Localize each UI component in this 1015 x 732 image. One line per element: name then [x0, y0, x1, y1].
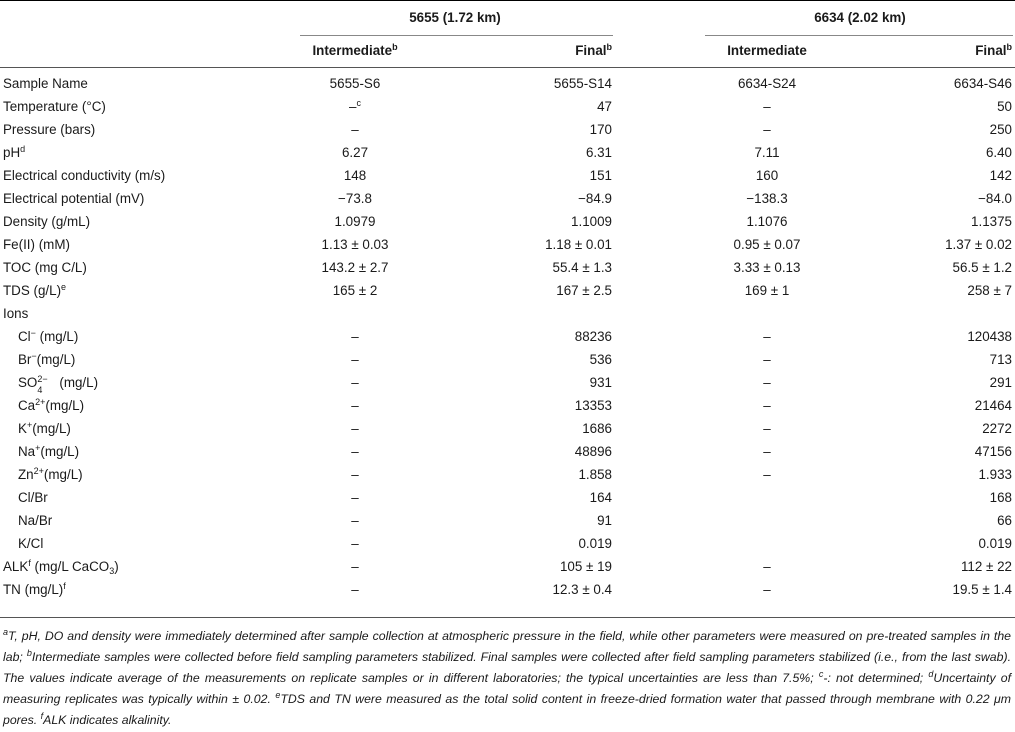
footnote-a: T, pH, DO and density were immediately determined after sample collection at atmospheric pressure in the field, while other parameters were measured on pre-treated samples in the lab; — [3, 629, 1011, 664]
row-label: Pressure (bars) — [3, 122, 96, 137]
table-cell: – — [763, 444, 771, 459]
footnote-f: ALK indicates alkalinity. — [43, 713, 172, 727]
row-label: Ions — [3, 306, 29, 321]
table-cell: – — [351, 329, 359, 344]
table-cell: 1.1009 — [571, 214, 612, 229]
table-cell: 1.1375 — [971, 214, 1012, 229]
table-cell: 160 — [755, 168, 779, 183]
table-cell: 713 — [989, 352, 1012, 367]
table-cell: – — [351, 421, 359, 436]
table-cell: – — [351, 352, 359, 367]
table-cell: 148 — [343, 168, 367, 183]
table-cell: 21464 — [974, 398, 1012, 413]
table-cell: – — [763, 582, 771, 597]
row-label: SO 2− 4 (mg/L) — [18, 374, 99, 395]
table-cell: 165 ± 2 — [332, 283, 378, 298]
table-cell: 112 ± 22 — [960, 559, 1012, 574]
table-cell: 56.5 ± 1.2 — [952, 260, 1012, 275]
table-cell: – — [351, 398, 359, 413]
row-label: TOC (mg C/L) — [3, 260, 87, 275]
table-footnotes: $^a$T, pH, DO and density were immediately determined after sample collection at atmospheric pressure in the field, while other parameters were measured on pre-treated samples in the lab; $^b$Intermediate samples were collected before field sampling parameters stabilized. Final samples were collected after field sampling parameters stabilized (i.e., from the last swab). The values indicate average of the measurements on replicate samples or in different laboratories; the typical uncertainties are less than 7.5%; $^c$-: not determined; $^d$Uncertainty of measuring replicates was typically within ± 0.02. $^e$TDS and TN were measured as the total solid content in freeze-dried formation water that passed through membrane with 0.22 μm pores. $^f$ALK indicates alkalinity. — [3, 627, 1012, 727]
row-label: Cl/Br — [18, 490, 48, 505]
table-bottom-rule — [0, 617, 1015, 618]
table-cell: 2272 — [982, 421, 1012, 436]
table-cell: 143.2 ± 2.7 — [321, 260, 389, 275]
row-label: K+(mg/L) — [18, 420, 71, 436]
table-cell: – — [763, 559, 771, 574]
row-label: Fe(II) (mM) — [3, 237, 70, 252]
row-label: Na+(mg/L) — [18, 443, 80, 459]
row-label: Temperature (°C) — [3, 99, 106, 114]
footnote-c: -: not determined; — [823, 671, 924, 685]
footnote-e: TDS and TN were measured as the total solid content in freeze-dried formation water that passed through membrane with 0.22 μm pores. — [3, 692, 1012, 727]
table-cell: 1.37 ± 0.02 — [945, 237, 1012, 252]
table-cell: 1.13 ± 0.03 — [321, 237, 389, 252]
row-label: TN $(mg/L)^f$ — [3, 581, 66, 597]
table-cell: 105 ± 19 — [559, 559, 612, 574]
footnote-b: Intermediate samples were collected before field sampling parameters stabilized. Final samples were collected after field sampling parameters stabilized (i.e., from the last swab). The values indicate average of the measurements on replicate samples or in different laboratories; the typical uncertainties are less than 7.5%; — [3, 650, 1011, 685]
table-cell: 151 — [589, 168, 612, 183]
table-cell: 6.40 — [985, 145, 1012, 160]
table-top-rule — [0, 0, 1015, 1]
table-cell: 0.019 — [978, 536, 1012, 551]
table-cell: 91 — [597, 513, 612, 528]
table-cell: 1.18 ± 0.01 — [545, 237, 612, 252]
table-cell: 170 — [589, 122, 612, 137]
row-label: Br−(mg/L) — [18, 351, 76, 367]
table-cell: 931 — [589, 375, 612, 390]
table-cell: 0.019 — [578, 536, 612, 551]
table-cell: −138.3 — [746, 191, 788, 206]
table-cell: 169 ± 1 — [744, 283, 790, 298]
table-cell: – — [351, 444, 359, 459]
group-header-6634: 6634 (2.02 km) — [814, 10, 906, 25]
table-cell: 0.95 ± 0.07 — [733, 237, 801, 252]
table-cell: 1686 — [582, 421, 612, 436]
table-cell: 47156 — [974, 444, 1012, 459]
table-cell: – — [763, 421, 771, 436]
table-cell: 5655-S6 — [329, 76, 381, 91]
table-cell: −84.9 — [578, 191, 612, 206]
table-cell: 55.4 ± 1.3 — [552, 260, 612, 275]
group-underline-6634 — [705, 35, 1013, 36]
table-cell: 50 — [997, 99, 1012, 114]
row-label: $Zn^{2+}(mg/L)$ — [18, 466, 83, 482]
subheader-6634-intermediate: Intermediate — [727, 43, 807, 58]
row-label: $Ca^{2+}(mg/L)$ — [18, 397, 85, 413]
row-label: K/Cl — [18, 536, 44, 551]
table-cell: –$^c$ — [349, 98, 361, 114]
table-cell: 6634-S24 — [737, 76, 797, 91]
table-cell: 19.5 ± 1.4 — [952, 582, 1012, 597]
footnote-d: Uncertainty of measuring replicates was typically within ± 0.02. — [3, 671, 1012, 706]
table-cell: 1.0979 — [334, 214, 376, 229]
row-label: Density (g/mL) — [3, 214, 91, 229]
table-cell: 5655-S14 — [553, 76, 612, 91]
table-cell: 1.933 — [978, 467, 1012, 482]
table-cell: 250 — [989, 122, 1012, 137]
table-cell: 120438 — [967, 329, 1012, 344]
table-cell: 6.27 — [341, 145, 369, 160]
table-cell: – — [763, 398, 771, 413]
table-cell: – — [351, 122, 359, 137]
table-cell: 291 — [989, 375, 1012, 390]
row-label: Cl− (mg/L) — [18, 328, 79, 344]
table-cell: – — [351, 582, 359, 597]
table-cell: 168 — [989, 490, 1012, 505]
table-cell: – — [351, 490, 359, 505]
header-rule — [0, 67, 1015, 68]
table-cell: 1.858 — [578, 467, 612, 482]
row-label: Electrical conductivity (m/s) — [3, 168, 166, 183]
table-cell: – — [763, 352, 771, 367]
table-cell: 88236 — [574, 329, 612, 344]
table-cell: – — [763, 99, 771, 114]
table-cell: 6634-S46 — [953, 76, 1012, 91]
table-cell: – — [763, 375, 771, 390]
table-cell: 1.1076 — [746, 214, 788, 229]
table-cell: – — [351, 467, 359, 482]
row-label: TDS $(g/L)^e$ — [3, 282, 67, 298]
table-cell: 167 ± 2.5 — [556, 283, 612, 298]
subheader-5655-final: Final$^b$ — [575, 42, 612, 58]
row-label: Electrical potential (mV) — [3, 191, 145, 206]
row-label: $pH^d$ — [3, 144, 26, 160]
table-cell: 12.3 ± 0.4 — [552, 582, 612, 597]
table-cell: – — [763, 329, 771, 344]
subheader-6634-final: Final$^b$ — [975, 42, 1012, 58]
table-cell: – — [351, 513, 359, 528]
group-underline-5655 — [300, 35, 613, 36]
table-cell: 6.31 — [585, 145, 612, 160]
table-cell: – — [351, 536, 359, 551]
table-cell: 164 — [589, 490, 612, 505]
row-label: Sample Name — [3, 76, 88, 91]
row-label: ALK$^f$ (mg/L CaCO$_3$) — [3, 558, 119, 576]
table-cell: 536 — [589, 352, 612, 367]
table-cell: 47 — [597, 99, 612, 114]
table-cell: – — [351, 375, 359, 390]
table-cell: 3.33 ± 0.13 — [733, 260, 801, 275]
group-header-5655: 5655 (1.72 km) — [409, 10, 501, 25]
table-cell: 48896 — [574, 444, 612, 459]
table-cell: 13353 — [574, 398, 612, 413]
table-cell: 258 ± 7 — [967, 283, 1012, 298]
row-label: Na/Br — [18, 513, 53, 528]
table-cell: 142 — [989, 168, 1012, 183]
table-cell: 66 — [997, 513, 1012, 528]
table-cell: 7.11 — [754, 145, 780, 160]
table-cell: −73.8 — [338, 191, 372, 206]
table-cell: – — [351, 559, 359, 574]
table-cell: – — [763, 122, 771, 137]
table-cell: −84.0 — [978, 191, 1012, 206]
subheader-5655-intermediate: Intermediate$^b$ — [312, 42, 398, 58]
table-cell: – — [763, 467, 771, 482]
